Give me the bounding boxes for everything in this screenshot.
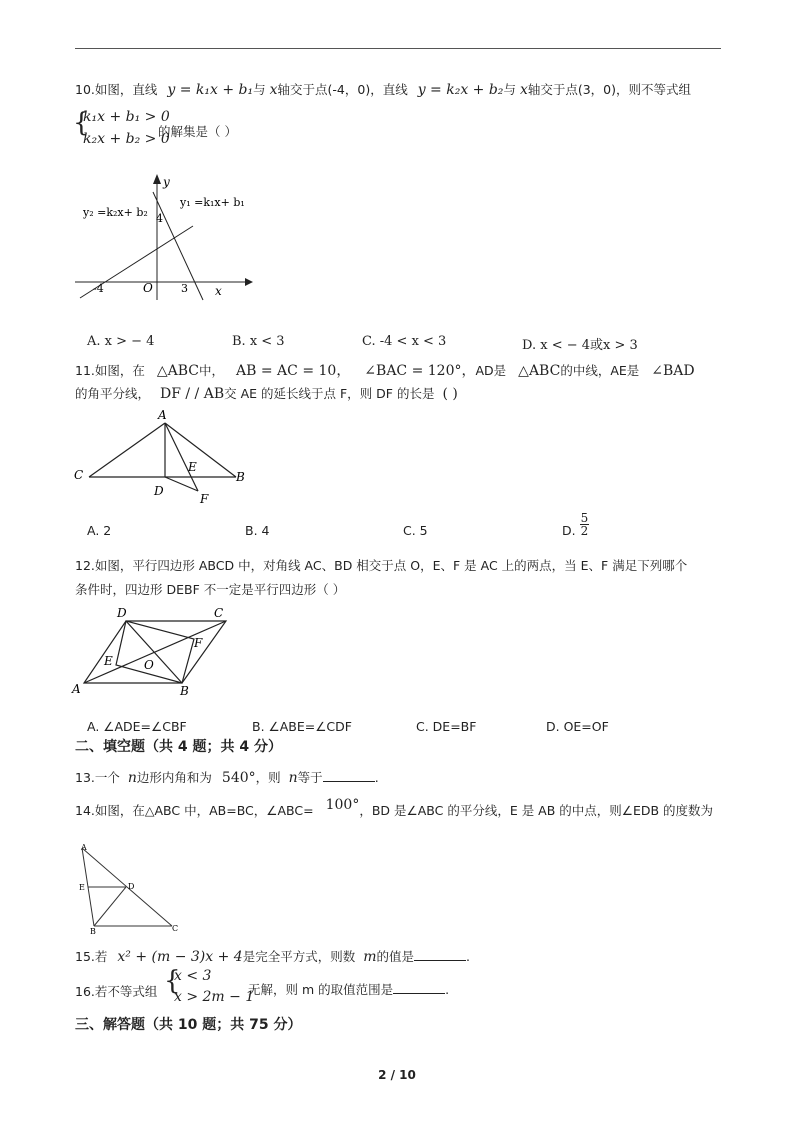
q12-fig-b: B	[180, 684, 189, 698]
q12-line1: 12.如图，平行四边形 ABCD 中，对角线 AC、BD 相交于点 O，E、F 是 AC 上的两点，当 E、F 满足下列哪个	[75, 558, 688, 573]
q14-p1: 14.如图，在△ABC 中，AB=BC，∠ABC=	[75, 803, 314, 818]
q10-line1-eq: y = k₁x + b₁	[167, 82, 254, 98]
q10-graph	[75, 172, 255, 302]
q14-p2: ，BD 是∠ABC 的平分线，E 是 AB 的中点，则∠EDB 的度数为	[359, 803, 714, 818]
q11-line2a: 的角平分线，	[75, 386, 151, 401]
q10-fig-origin: O	[143, 281, 153, 295]
q10-with1: 与	[253, 82, 266, 97]
q16-sys2: x > 2m − 1	[174, 989, 255, 1005]
q13-value: 540°	[221, 770, 256, 786]
q11-option-d-label: D.	[562, 523, 576, 538]
q12-fig-f: F	[194, 636, 203, 650]
q11-line2	[75, 384, 458, 402]
q14-fig-c: C	[172, 924, 179, 933]
q11-p3: AD是	[475, 363, 507, 378]
q10-xvar1: x	[269, 82, 278, 98]
q15-answer-blank[interactable]	[414, 949, 466, 961]
q16-brace: {	[164, 966, 181, 996]
q10-line2-eq: y = k₂x + b₂	[417, 82, 504, 98]
q16-answer-blank[interactable]	[393, 982, 445, 994]
q11-tri2: △ABC	[518, 363, 561, 379]
q14-fig-d: D	[128, 882, 135, 891]
q10-brace: {	[73, 108, 90, 138]
q10-sys1: k₁x + b₁ > 0	[83, 109, 170, 125]
q13-p1: 13.一个	[75, 770, 120, 785]
q10-option-b: B. x < 3	[232, 334, 285, 349]
q12-fig-o: O	[144, 658, 154, 672]
q12-fig-c: C	[214, 606, 224, 620]
q12-fig-a: A	[72, 682, 81, 696]
q14-line	[75, 797, 714, 819]
q11-paren: ( )	[442, 386, 458, 402]
q13-answer-blank[interactable]	[323, 770, 375, 782]
q16-tail	[248, 980, 449, 998]
q12-option-b: B. ∠ABE=∠CDF	[252, 719, 352, 734]
q13-p4: 等于	[297, 770, 323, 785]
q10-intro: 10.如图，直线	[75, 82, 158, 97]
q11-option-d-num: 5	[580, 511, 589, 525]
q10-fig-xpos: 3	[181, 282, 188, 295]
q10-option-a: A. x > − 4	[87, 334, 155, 349]
q16-sys1: x < 3	[174, 968, 212, 984]
page-number: 2 / 10	[378, 1068, 416, 1082]
q15-expr: x² + (m − 3)x + 4	[117, 949, 243, 965]
q12-figure	[70, 603, 235, 698]
q11-eq1: AB = AC = 10，	[236, 363, 351, 379]
q11-fig-f: F	[200, 492, 209, 506]
q13-end: .	[374, 770, 379, 785]
section-answer-heading: 三、解答题（共 10 题；共 75 分）	[75, 1017, 302, 1033]
q11-line1	[75, 360, 695, 380]
q13-p3: ，则	[255, 770, 281, 785]
q11-p1: 11.如图，在	[75, 363, 145, 378]
q16-end: .	[445, 982, 450, 997]
q12-fig-e: E	[104, 654, 113, 668]
q11-figure	[70, 405, 255, 510]
q11-fig-b: B	[236, 470, 245, 484]
q10-fig-x: x	[215, 284, 222, 298]
q10-option-d: D. x < − 4或x > 3	[522, 338, 638, 353]
q10-fig-y: y	[163, 175, 170, 189]
q11-tri1: △ABC	[156, 363, 200, 379]
q15-end: .	[465, 949, 470, 964]
q11-line2b: 交 AE 的延长线于点 F，则 DF 的长是	[224, 386, 435, 401]
q11-fig-c: C	[74, 468, 84, 482]
q15-p2: 是完全平方式，则数	[242, 949, 356, 964]
q10-xvar2: x	[519, 82, 528, 98]
q10-fig-xneg: -4	[93, 282, 104, 295]
q12-option-a: A. ∠ADE=∠CBF	[87, 719, 187, 734]
q10-fig-label-y2: y₂ =k₂x+ b₂	[83, 206, 148, 219]
q10-fig-yint: 4	[156, 212, 163, 225]
q10-sys2: k₂x + b₂ > 0	[83, 131, 170, 147]
q15-m: m	[363, 949, 377, 965]
q11-p2: 中，	[199, 363, 225, 378]
q10-meet1: 轴交于点(-4，0)，直线	[277, 82, 408, 97]
q11-eq2: ∠BAC = 120°，	[364, 363, 476, 379]
q14-figure	[74, 842, 184, 934]
q12-option-c: C. DE=BF	[416, 719, 477, 734]
q12-option-d: D. OE=OF	[546, 719, 609, 734]
q16-p1: 16.若不等式组	[75, 984, 158, 999]
q11-option-a: A. 2	[87, 523, 112, 538]
section-fill-in-heading: 二、填空题（共 4 题；共 4 分）	[75, 739, 282, 755]
q14-fig-e: E	[79, 883, 85, 892]
q10-option-c: C. -4 < x < 3	[362, 334, 447, 349]
q13-n2: n	[288, 770, 298, 786]
q11-fig-e: E	[188, 460, 197, 474]
q15-p1: 15.若	[75, 949, 108, 964]
q13-p2: 边形内角和为	[136, 770, 212, 785]
q11-parallel: DF / / AB	[160, 386, 225, 402]
q10-line1	[75, 80, 691, 98]
q11-option-d-den: 2	[580, 524, 589, 538]
q10-fig-label-y1: y₁ =k₁x+ b₁	[180, 196, 245, 209]
q12-line2: 条件时，四边形 DEBF 不一定是平行四边形（ ）	[75, 582, 346, 597]
header-rule	[75, 48, 721, 49]
q10-tail: 的解集是（ ）	[158, 124, 237, 139]
q10-meet2: 轴交于点(3，0)，则不等式组	[527, 82, 692, 97]
q10-with2: 与	[503, 82, 516, 97]
q11-p4: 的中线，AE是	[560, 363, 640, 378]
q11-option-b: B. 4	[245, 523, 270, 538]
q15-p3: 的值是	[376, 949, 414, 964]
q13-line	[75, 768, 379, 786]
q11-angle: ∠BAD	[651, 363, 695, 379]
q11-fig-a: A	[158, 408, 167, 422]
q16-p2: 无解，则 m 的取值范围是	[248, 982, 394, 997]
q13-n: n	[127, 770, 137, 786]
q14-fig-a: A	[81, 843, 87, 852]
q14-fig-b: B	[90, 927, 96, 936]
q14-value: 100°	[325, 797, 360, 813]
q15-line	[75, 947, 470, 965]
q12-fig-d: D	[117, 606, 127, 620]
q11-fig-d: D	[154, 484, 164, 498]
q11-option-d-fraction	[580, 512, 590, 537]
q11-option-d	[562, 511, 589, 538]
q11-option-c: C. 5	[403, 523, 428, 538]
